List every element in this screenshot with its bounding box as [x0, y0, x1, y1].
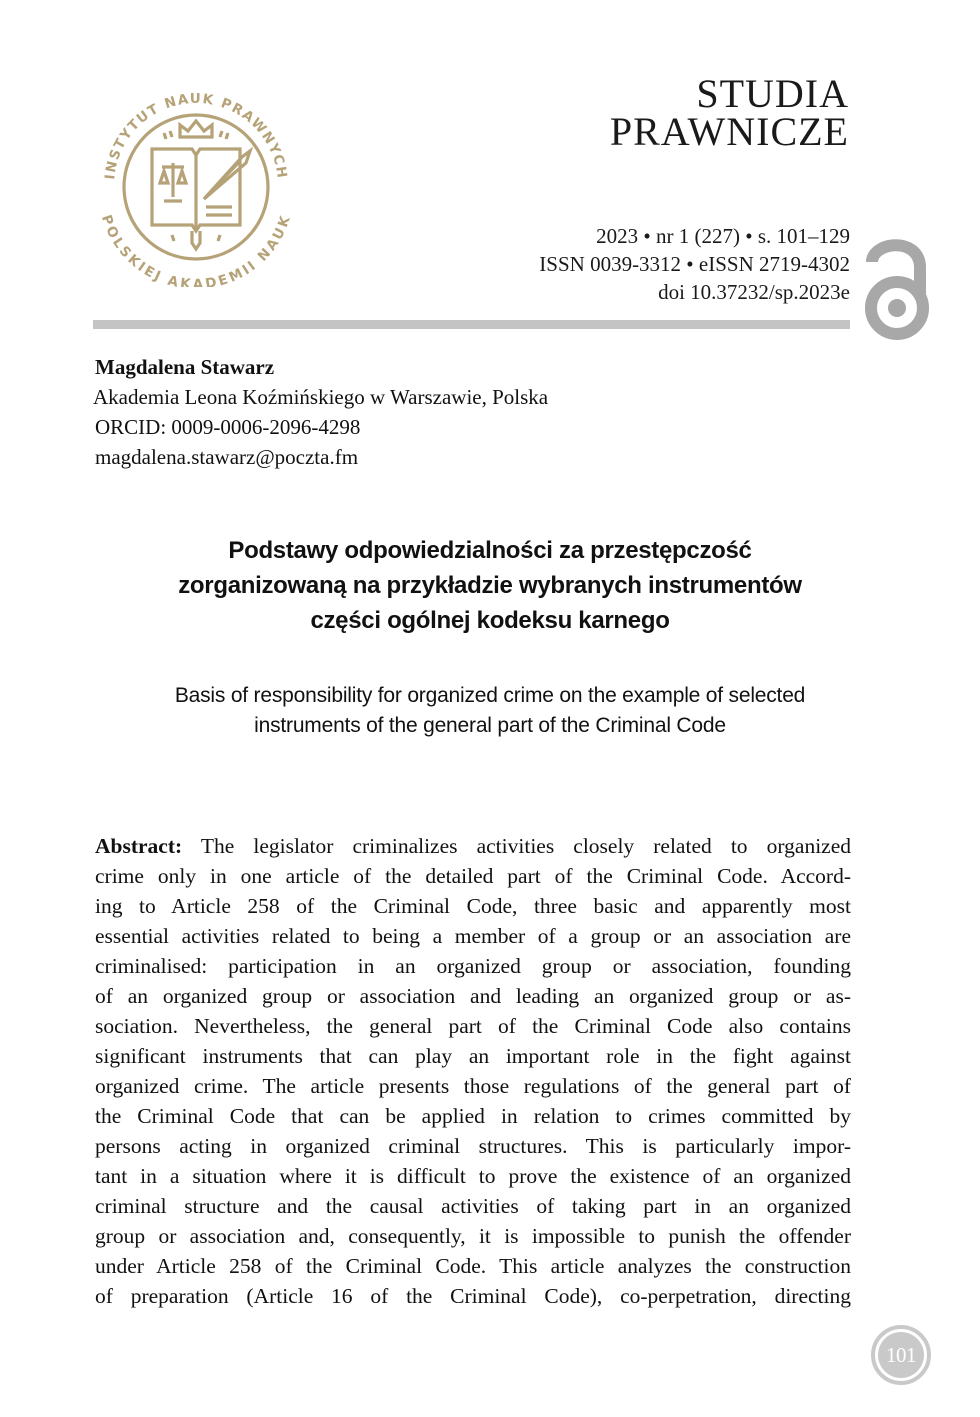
header-divider [93, 320, 850, 329]
article-title-polish [90, 533, 890, 638]
journal-metadata [539, 222, 850, 306]
logo-top-text: INSTYTUT NAUK PRAWNYCH [102, 90, 290, 181]
abstract-line: criminalised: participation in an organized group or association, founding [95, 954, 851, 978]
author-name: Magdalena Stawarz [95, 355, 275, 379]
abstract-line: essential activities related to being a member of a group or an association are [95, 924, 851, 948]
title-pl-line: zorganizowaną na przykładzie wybranych instrumentów [178, 572, 802, 599]
journal-title-line1: STUDIA [696, 71, 849, 116]
abstract-line: sociation. Nevertheless, the general part of the Criminal Code also contains [95, 1014, 851, 1038]
author-affiliation: Akademia Leona Koźmińskiego w Warszawie, Polska [93, 385, 549, 409]
author-orcid: ORCID: 0009-0006-2096-4298 [95, 415, 361, 439]
open-access-icon [862, 236, 932, 342]
title-pl-line: Podstawy odpowiedzialności za przestępczość [228, 537, 752, 564]
abstract-line: organized crime. The article presents those regulations of the general part of [95, 1074, 851, 1098]
journal-title [609, 71, 849, 154]
title-pl-line: części ogólnej kodeksu karnego [310, 607, 670, 634]
title-en-line: instruments of the general part of the Criminal Code [254, 714, 726, 737]
article-title-english [90, 681, 890, 741]
abstract-line: of preparation (Article 16 of the Criminal Code), co-perpetration, directing [95, 1284, 851, 1308]
page-number-badge [871, 1325, 931, 1385]
journal-title-line2: PRAWNICZE [609, 109, 849, 154]
abstract-line: criminal structure and the causal activities of taking part in an organized [95, 1194, 851, 1218]
institute-logo [92, 75, 300, 287]
page-number: 101 [886, 1343, 916, 1367]
abstract-line: tant in a situation where it is difficult to prove the existence of an organized [95, 1164, 851, 1188]
institute-emblem-icon [92, 75, 300, 287]
logo-bottom-text: POLSKIEJ AKADEMII NAUK [97, 212, 295, 287]
abstract-line: Abstract: The legislator criminalizes activities closely related to organized [95, 834, 851, 858]
doi-info: doi 10.37232/sp.2023e [658, 280, 850, 304]
issn-info: ISSN 0039-3312 • eISSN 2719-4302 [539, 252, 850, 276]
abstract-line: group or association and, consequently, it is impossible to punish the offender [95, 1224, 851, 1248]
abstract-line: of an organized group or association and leading an organized group or as- [95, 984, 851, 1008]
abstract-line: significant instruments that can play an important role in the fight against [95, 1044, 851, 1068]
abstract-line: the Criminal Code that can be applied in relation to crimes committed by [95, 1104, 851, 1128]
author-block [95, 352, 548, 472]
title-en-line: Basis of responsibility for organized crime on the example of selected [174, 684, 806, 707]
abstract-label: Abstract: [95, 834, 183, 858]
author-email[interactable]: magdalena.stawarz@poczta.fm [95, 445, 359, 469]
abstract-line: ing to Article 258 of the Criminal Code, three basic and apparently most [95, 894, 851, 918]
abstract-line: persons acting in organized criminal structures. This is particularly impor- [95, 1134, 851, 1158]
abstract-line: under Article 258 of the Criminal Code. This article analyzes the construction [95, 1254, 851, 1278]
abstract [95, 831, 851, 1311]
abstract-line: crime only in one article of the detailed part of the Criminal Code. Accord- [95, 864, 851, 888]
issue-info: 2023 • nr 1 (227) • s. 101–129 [596, 224, 850, 248]
